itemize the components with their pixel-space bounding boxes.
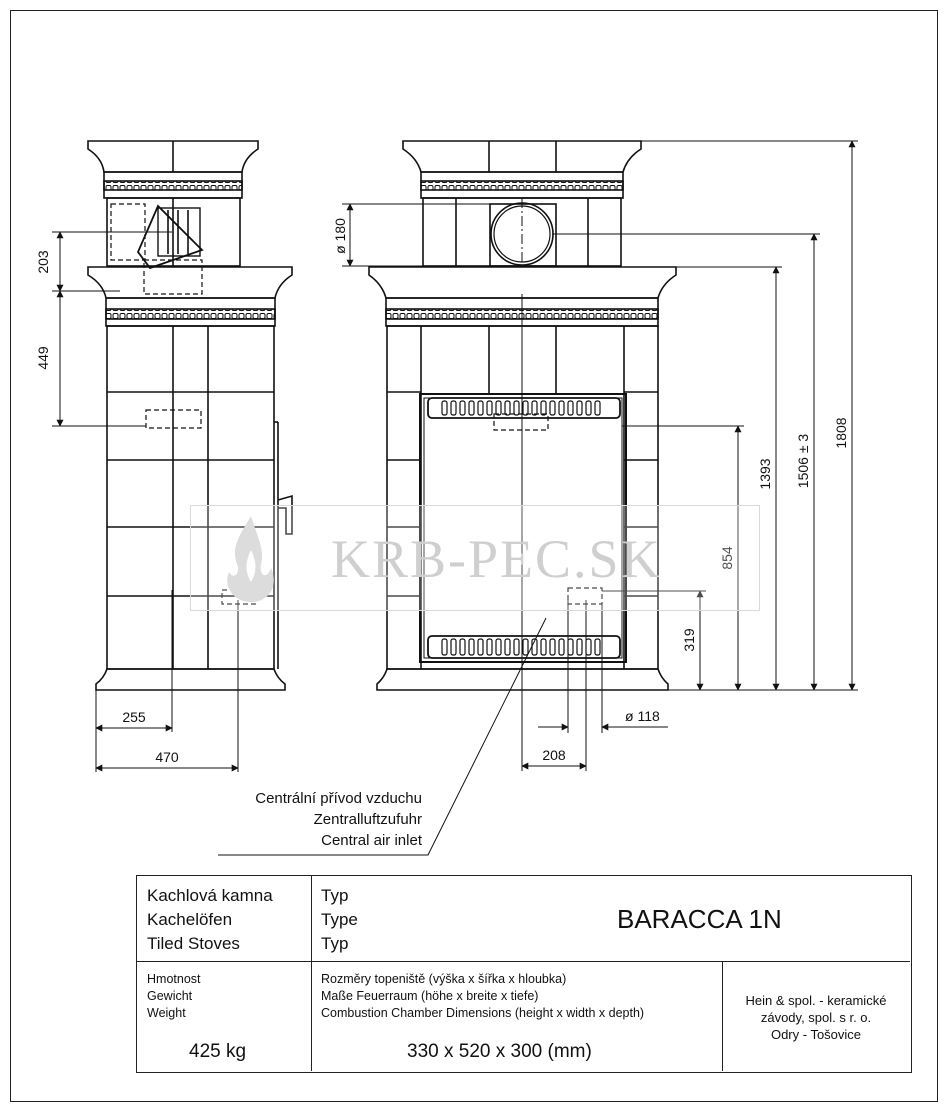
dim-180: ø 180 [332,218,348,254]
tb-divider [311,876,312,961]
flame-logo-icon [211,510,291,606]
tb-divider [311,961,312,1071]
callout-line-cz: Centrální přívod vzduchu [255,790,422,807]
dim-255: 255 [122,709,146,725]
dim-449: 449 [35,346,51,370]
watermark [190,505,760,611]
callout-line-de: Zentralluftzufuhr [313,811,422,828]
dim-319: 319 [681,628,697,652]
tb-chamber-value: 330 x 520 x 300 (mm) [407,1041,592,1062]
tb-divider [137,961,910,962]
dim-118: ø 118 [625,708,660,724]
dim-1393: 1393 [757,458,773,490]
tb-chamber-labels: Rozměry topeniště (výška x šířka x hloubka) Maße Feuerraum (höhe x breite x tiefe) Combustion Chamber Dimensions (height x width x depth) [321,972,645,1020]
watermark-text: KRB-PEC.SK [331,529,662,589]
front-dimensions [218,141,858,855]
title-block [136,875,912,1073]
dim-854: 854 [719,546,735,570]
tb-weight-value: 425 kg [189,1041,247,1062]
dim-1808: 1808 [833,417,849,449]
dim-203: 203 [35,250,51,274]
callout-line-en: Central air inlet [321,832,422,849]
tb-weight-labels: Hmotnost Gewicht Weight [147,972,201,1020]
tb-category: Kachlová kamna Kachelöfen Tiled Stoves [147,886,273,953]
tb-model: BARACCA 1N [617,904,782,934]
dim-208: 208 [542,747,566,763]
tb-type-labels: Typ Type Typ [321,886,358,953]
tb-manufacturer: Hein & spol. - keramické závody, spol. s r. o. Odry - Tošovice [745,993,887,1042]
dim-1506: 1506 ± 3 [795,433,811,489]
dim-470: 470 [155,749,179,765]
